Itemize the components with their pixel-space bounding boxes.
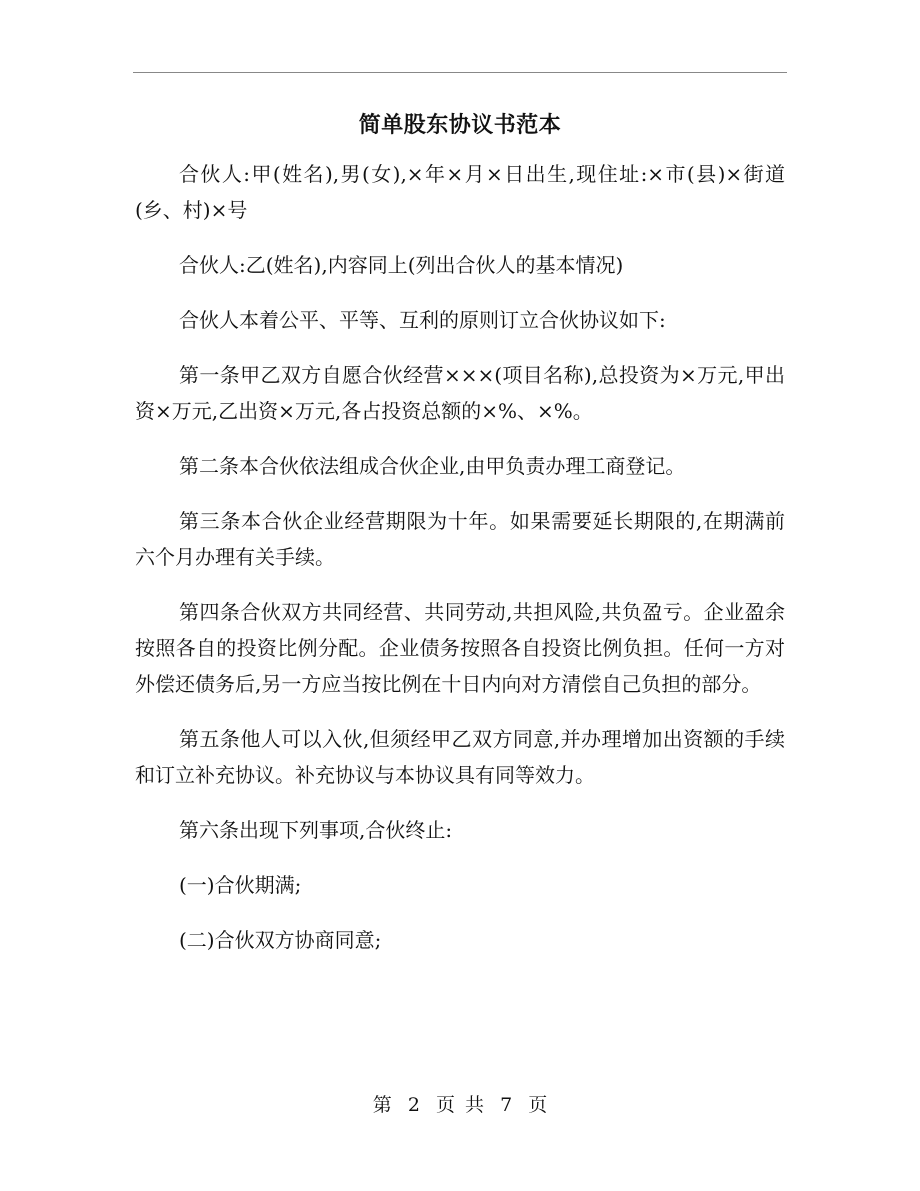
paragraph-item-2: (二)合伙双方协商同意;	[179, 928, 382, 952]
page-label-mid: 页 共	[435, 1094, 485, 1116]
document-title: 简单股东协议书范本	[358, 112, 562, 138]
page-footer	[0, 1090, 920, 1120]
paragraph-partner-a: 合伙人:甲(姓名),男(女),×年×月×日出生,现住址:×市(县)×街道(乡、村)×号	[135, 162, 785, 222]
paragraph-article-2: 第二条本合伙依法组成合伙企业,由甲负责办理工商登记。	[179, 454, 686, 478]
paragraph-preamble: 合伙人本着公平、平等、互利的原则订立合伙协议如下:	[179, 308, 666, 332]
paragraph-article-3: 第三条本合伙企业经营期限为十年。如果需要延长期限的,在期满前六个月办理有关手续。	[135, 509, 785, 569]
paragraph-article-5: 第五条他人可以入伙,但须经甲乙双方同意,并办理增加出资额的手续和订立补充协议。补充协议与本协议具有同等效力。	[135, 727, 785, 787]
paragraph-item-1: (一)合伙期满;	[179, 873, 302, 897]
document-body	[135, 156, 785, 977]
header-divider	[133, 72, 787, 73]
paragraph-article-1: 第一条甲乙双方自愿合伙经营×××(项目名称),总投资为×万元,甲出资×万元,乙出资×万元,各占投资总额的×%、×%。	[135, 363, 785, 423]
paragraph-partner-b: 合伙人:乙(姓名),内容同上(列出合伙人的基本情况)	[179, 253, 624, 277]
page-label-prefix: 第	[372, 1094, 392, 1116]
paragraph-article-4: 第四条合伙双方共同经营、共同劳动,共担风险,共负盈亏。企业盈余按照各自的投资比例分配。企业债务按照各自投资比例负担。任何一方对外偿还债务后,另一方应当按比例在十日内向对方清偿自己负担的部分。	[135, 600, 785, 696]
current-page-number: 2	[407, 1094, 420, 1116]
page-label-suffix: 页	[528, 1094, 548, 1116]
paragraph-article-6: 第六条出现下列事项,合伙终止:	[179, 818, 453, 842]
total-pages-number: 7	[500, 1094, 513, 1116]
